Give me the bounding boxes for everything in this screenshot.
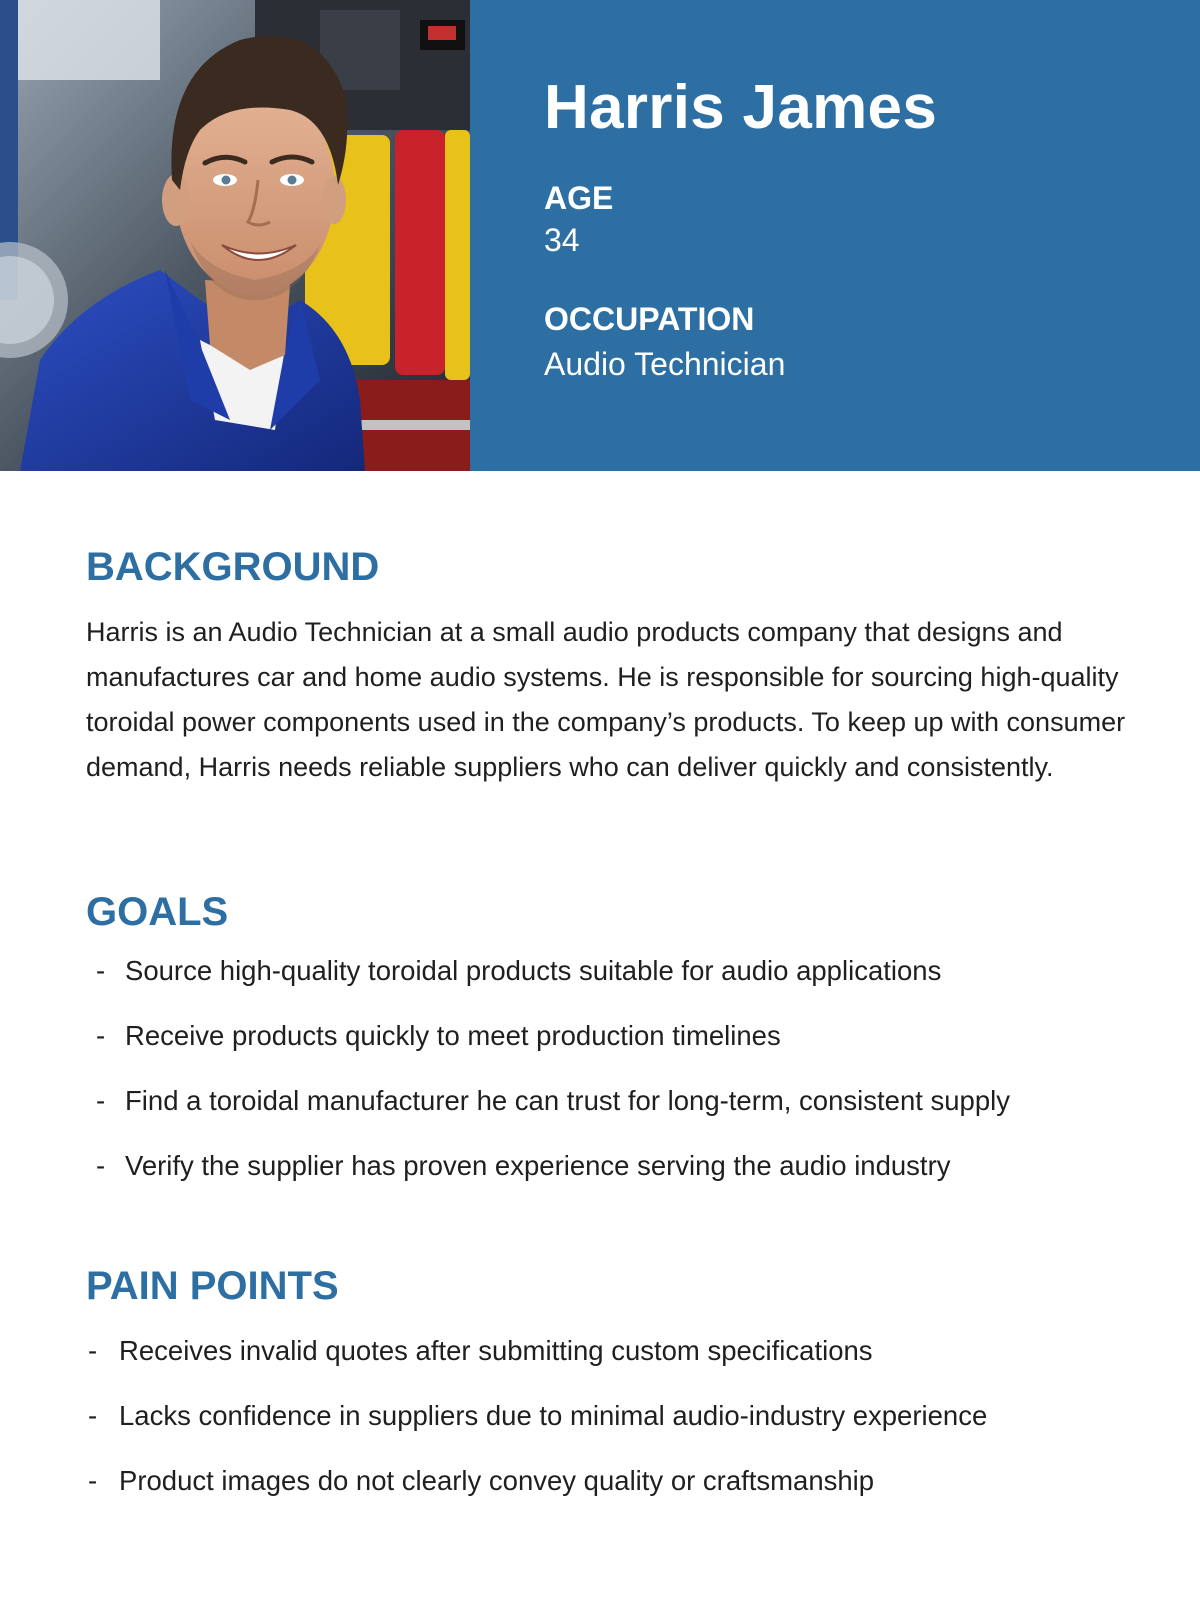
pain-point-text: Product images do not clearly convey quality or craftsmanship bbox=[119, 1465, 875, 1496]
age-value: 34 bbox=[544, 222, 580, 258]
goals-title: GOALS bbox=[86, 890, 229, 934]
pain-point-text: Lacks confidence in suppliers due to minimal audio-industry experience bbox=[119, 1400, 988, 1431]
background-text: Harris is an Audio Technician at a small audio products company that designs and manufactures car and home audio systems. He is responsible for sourcing high-quality toroidal power components used in the company’s products. To keep up with consumer demand, Harris needs reliable suppliers who can deliver quickly and consistently. bbox=[86, 617, 1126, 782]
background-title: BACKGROUND bbox=[86, 545, 380, 589]
goal-text: Source high-quality toroidal products suitable for audio applications bbox=[125, 955, 942, 986]
pain-points-list bbox=[86, 1335, 987, 1530]
occupation-value: Audio Technician bbox=[544, 346, 786, 382]
list-item bbox=[86, 1335, 987, 1400]
goal-text: Receive products quickly to meet production timelines bbox=[125, 1020, 781, 1051]
bullet-dash: - bbox=[96, 1150, 106, 1181]
bullet-dash: - bbox=[88, 1335, 98, 1366]
list-item bbox=[86, 1150, 1010, 1215]
list-item bbox=[86, 1020, 1010, 1085]
persona-photo bbox=[0, 0, 470, 471]
persona-name: Harris James bbox=[544, 73, 938, 142]
goals-list bbox=[86, 955, 1010, 1215]
list-item bbox=[86, 1465, 987, 1530]
technician-portrait-image bbox=[0, 0, 470, 471]
goal-text: Find a toroidal manufacturer he can trust for long-term, consistent supply bbox=[125, 1085, 1011, 1116]
pain-point-text: Receives invalid quotes after submitting custom specifications bbox=[119, 1335, 873, 1366]
pain-points-title: PAIN POINTS bbox=[86, 1264, 339, 1308]
bullet-dash: - bbox=[96, 955, 106, 986]
goal-text: Verify the supplier has proven experience serving the audio industry bbox=[125, 1150, 951, 1181]
bullet-dash: - bbox=[96, 1020, 106, 1051]
bullet-dash: - bbox=[96, 1085, 106, 1116]
bullet-dash: - bbox=[88, 1465, 98, 1496]
list-item bbox=[86, 1085, 1010, 1150]
persona-info-panel bbox=[470, 0, 1200, 471]
list-item bbox=[86, 1400, 987, 1465]
persona-header bbox=[0, 0, 1200, 471]
bullet-dash: - bbox=[88, 1400, 98, 1431]
occupation-label: OCCUPATION bbox=[544, 301, 755, 337]
list-item bbox=[86, 955, 1010, 1020]
age-label: AGE bbox=[544, 180, 614, 216]
